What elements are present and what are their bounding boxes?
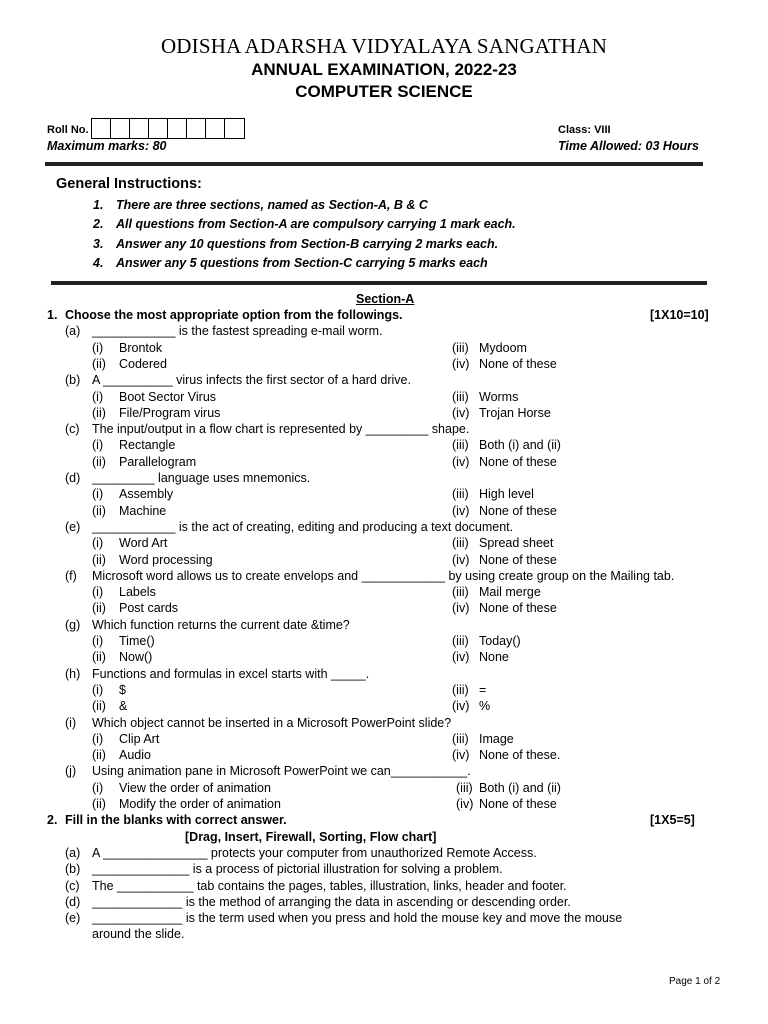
option-text: Rectangle [119,438,176,453]
sub-question-text: ____________ is the fastest spreading e-mail worm. [92,324,383,339]
option-text: None of these. [479,748,561,763]
question-marks: [1X5=5] [650,813,695,828]
sub-question-label: (a) [65,324,81,339]
instruction-number: 4. [93,255,104,270]
sub-question-label: (c) [65,422,80,437]
sub-question-text: A __________ virus infects the first sector of a hard drive. [92,373,411,388]
option-number: (ii) [92,650,106,665]
fill-blank-text: ______________ is a process of pictorial illustration for solving a problem. [92,862,503,877]
option-text: None of these [479,601,557,616]
sub-question-text: Which function returns the current date &time? [92,617,350,632]
sub-question-label: (e) [65,519,81,534]
option-number: (iii) [452,731,469,746]
sub-question-text: _________ language uses mnemonics. [92,471,311,485]
option-number: (ii) [92,356,106,371]
sub-question-label: (d) [65,471,81,485]
option-text: View the order of animation [119,780,271,795]
word-bank: [Drag, Insert, Firewall, Sorting, Flow chart] [185,829,437,844]
option-text: & [119,699,128,714]
option-number: (ii) [92,503,106,518]
option-text: Audio [119,748,151,763]
instruction-number: 1. [93,198,104,212]
instruction-number: 3. [93,236,104,251]
option-text: None of these [479,503,557,518]
option-number: (i) [92,585,104,600]
sub-question-text: Microsoft word allows us to create envelops and ____________ by using create group on the Mailing tab. [92,568,675,583]
option-number: (ii) [92,454,106,469]
sub-question-text: The input/output in a flow chart is represented by _________ shape. [92,422,470,437]
option-text: Both (i) and (ii) [479,780,561,795]
option-number: (i) [92,634,104,648]
subject-title: COMPUTER SCIENCE [295,82,473,101]
option-text: Post cards [119,601,179,616]
option-number: (i) [92,780,104,795]
option-number: (iii) [452,340,469,355]
option-text: Time() [119,634,155,648]
option-text: Word processing [119,552,213,567]
option-text: Modify the order of animation [119,797,281,811]
section-a-title: Section-A [356,292,415,306]
option-text: Mail merge [479,585,541,600]
fill-blank-text-continued: around the slide. [92,927,185,942]
divider-bottom [51,281,707,285]
option-number: (iii) [452,634,469,648]
page-number: Page 1 of 2 [669,976,721,987]
option-text: Now() [119,650,153,665]
option-text: Labels [119,585,156,600]
question-marks: [1X10=10] [650,308,709,322]
option-text: Brontok [119,340,163,355]
roll-no-label: Roll No. [47,124,89,136]
option-text: = [479,682,487,697]
option-text: Today() [479,634,521,648]
option-text: Parallelogram [119,454,197,469]
instruction-number: 2. [93,217,104,232]
option-text: High level [479,487,534,502]
instruction-text: All questions from Section-A are compulsory carrying 1 mark each. [116,217,516,232]
roll-no-boxes[interactable] [91,118,245,139]
option-number: (iii) [452,585,469,600]
option-number: (iv) [456,797,474,811]
option-number: (iv) [452,405,470,420]
sub-question-label: (h) [65,666,81,681]
fill-blank-label: (b) [65,862,81,877]
time-allowed: Time Allowed: 03 Hours [558,139,700,153]
option-number: (iv) [452,356,470,371]
sub-question-label: (i) [65,715,77,730]
fill-blank-text: _____________ is the term used when you press and hold the mouse key and move the mouse [92,911,623,926]
option-number: (iv) [452,552,470,567]
sub-question-text: Using animation pane in Microsoft PowerPoint we can___________. [92,764,471,779]
option-text: Codered [119,356,167,371]
fill-blank-label: (a) [65,845,81,860]
option-number: (i) [92,536,104,551]
fill-blank-label: (e) [65,911,81,926]
option-text: Trojan Horse [479,405,551,420]
option-text: Mydoom [479,340,527,355]
option-text: Image [479,731,514,746]
sub-question-text: Which object cannot be inserted in a Microsoft PowerPoint slide? [92,715,452,730]
option-text: % [479,699,491,714]
option-number: (i) [92,487,104,502]
question-text: Fill in the blanks with correct answer. [65,813,287,828]
option-number: (i) [92,389,104,404]
option-number: (i) [92,438,104,453]
instruction-text: Answer any 5 questions from Section-C carrying 5 marks each [116,255,488,270]
organization-title: ODISHA ADARSHA VIDYALAYA SANGATHAN [160,34,608,58]
option-number: (iv) [452,454,470,469]
fill-blank-label: (c) [65,878,80,893]
option-number: (ii) [92,405,106,420]
maximum-marks: Maximum marks: 80 [47,139,167,153]
option-text: Clip Art [119,731,160,746]
option-number: (iii) [452,438,469,453]
option-text: Spread sheet [479,536,554,551]
option-text: Boot Sector Virus [119,389,217,404]
option-number: (iv) [452,699,470,714]
sub-question-label: (b) [65,373,81,388]
question-text: Choose the most appropriate option from the followings. [65,308,403,322]
divider-top [45,162,703,166]
instructions-heading: General Instructions: [56,176,202,192]
option-text: Worms [479,389,519,404]
option-number: (iv) [452,748,470,763]
fill-blank-text: A _______________ protects your computer from unauthorized Remote Access. [92,845,537,860]
sub-question-label: (f) [65,568,77,583]
sub-question-label: (j) [65,764,77,779]
option-number: (i) [92,340,104,355]
option-text: None of these [479,552,557,567]
option-text: Machine [119,503,167,518]
option-number: (ii) [92,601,106,616]
instruction-text: There are three sections, named as Section-A, B & C [116,198,428,212]
instruction-text: Answer any 10 questions from Section-B carrying 2 marks each. [116,236,499,251]
option-text: $ [119,682,126,697]
option-text: None of these [479,356,557,371]
option-number: (iii) [456,780,473,795]
option-text: Assembly [119,487,174,502]
option-number: (iii) [452,682,469,697]
option-text: None of these [479,797,557,811]
option-number: (iv) [452,503,470,518]
class-label: Class: VIII [558,124,611,136]
option-text: Both (i) and (ii) [479,438,561,453]
sub-question-text: ____________ is the act of creating, editing and producing a text document. [92,519,514,534]
option-number: (iii) [452,487,469,502]
option-number: (iii) [452,389,469,404]
option-number: (ii) [92,699,106,714]
exam-title: ANNUAL EXAMINATION, 2022-23 [251,60,517,79]
option-text: None of these [479,454,557,469]
question-number: 2. [47,813,58,828]
sub-question-text: Functions and formulas in excel starts with _____. [92,666,370,681]
option-text: Word Art [119,536,168,551]
option-text: None [479,650,509,665]
option-number: (i) [92,682,104,697]
option-number: (iii) [452,536,469,551]
option-number: (ii) [92,748,106,763]
question-number: 1. [47,308,58,322]
option-text: File/Program virus [119,405,221,420]
option-number: (iv) [452,650,470,665]
fill-blank-text: _____________ is the method of arranging the data in ascending or descending order. [92,894,571,909]
option-number: (i) [92,731,104,746]
option-number: (ii) [92,552,106,567]
fill-blank-text: The ___________ tab contains the pages, tables, illustration, links, header and footer. [92,878,567,893]
option-number: (ii) [92,797,106,811]
fill-blank-label: (d) [65,894,81,909]
sub-question-label: (g) [65,617,81,632]
option-number: (iv) [452,601,470,616]
